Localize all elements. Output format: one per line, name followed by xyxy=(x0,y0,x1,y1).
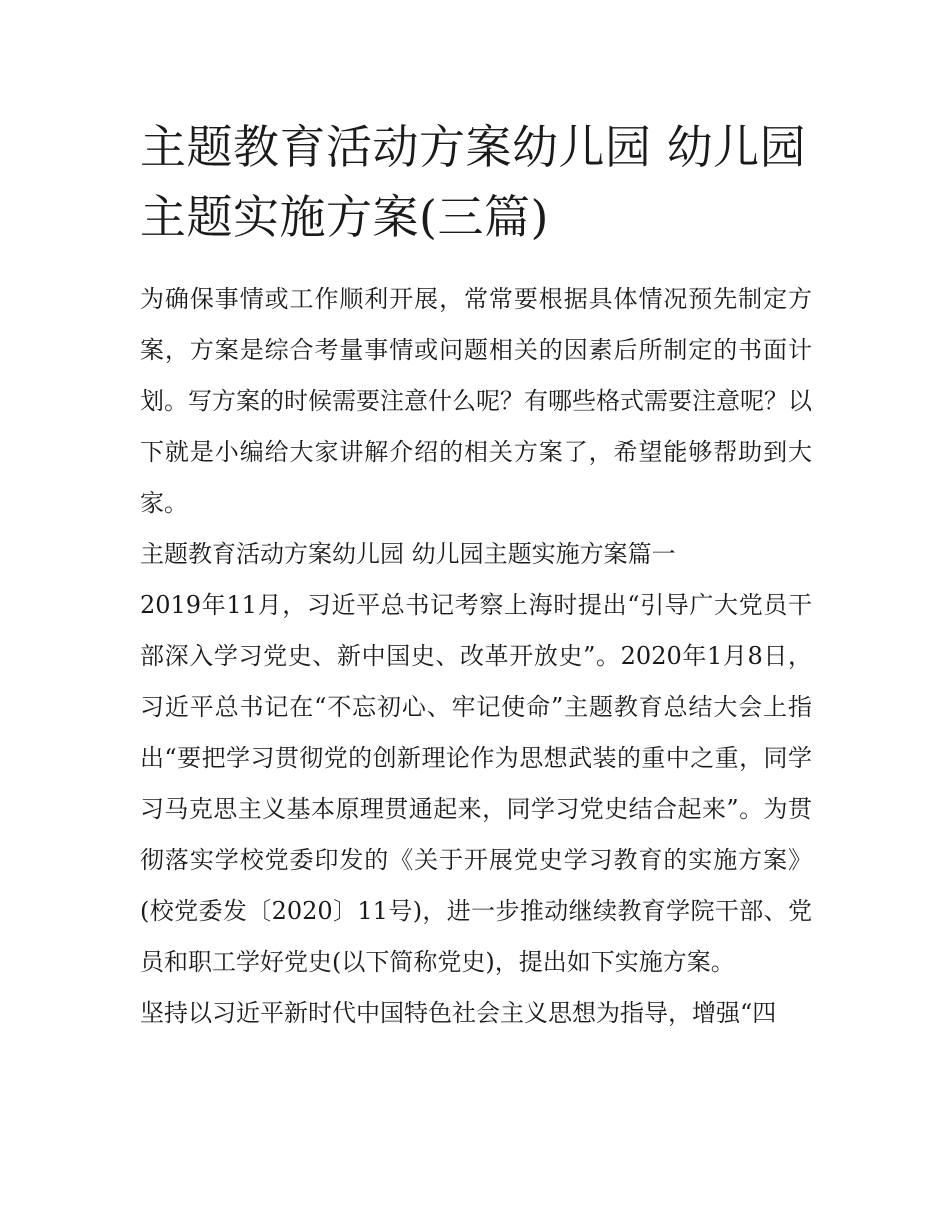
document-title: 主题教育活动方案幼儿园 幼儿园主题实施方案(三篇) xyxy=(140,120,807,244)
body-paragraph-1: 2019年11月，习近平总书记考察上海时提出“引导广大党员干部深入学习党史、新中国史、改革开放史”。2020年1月8日，习近平总书记在“不忘初心、牢记使命”主题教育总结大会上指出“要把学习贯彻党的创新理论作为思想武装的重中之重，同学习马克思主义基本原理贯通起来，同学习党史结合起来”。为贯彻落实学校党委印发的《关于开展党史学习教育的实施方案》(校党委发〔2020〕11号)，进一步推动继续教育学院干部、党员和职工学好党史(以下简称党史)，提出如下实施方案。 xyxy=(140,591,812,976)
document-page xyxy=(140,112,812,1039)
body-paragraph-2: 坚持以习近平新时代中国特色社会主义思想为指导，增强“四 xyxy=(140,999,777,1027)
section-heading: 主题教育活动方案幼儿园 幼儿园主题实施方案篇一 xyxy=(140,540,676,568)
intro-paragraph: 为确保事情或工作顺利开展，常常要根据具体情况预先制定方案，方案是综合考量事情或问题相关的因素后所制定的书面计划。写方案的时候需要注意什么呢？有哪些格式需要注意呢？以下就是小编给大家讲解介绍的相关方案了，希望能够帮助到大家。 xyxy=(140,285,812,517)
